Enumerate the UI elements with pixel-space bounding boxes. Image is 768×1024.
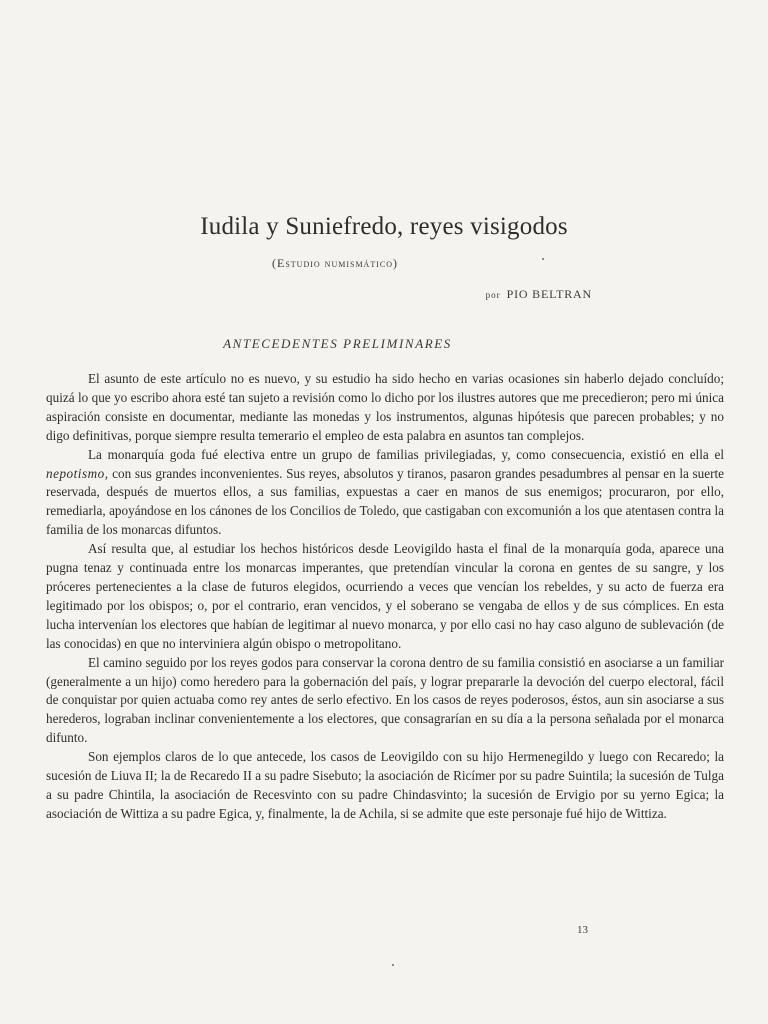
section-heading: ANTECEDENTES PRELIMINARES (223, 336, 452, 351)
subtitle-text: Estudio numismático (277, 256, 393, 270)
paragraph-3: Así resulta que, al estudiar los hechos históricos desde Leovigildo hasta el final de la monarquía goda, aparece una pugna tenaz y continuada entre los monarcas imperantes, que pretendían vincular la corona en gentes de su sangre, y los próceres pertenecientes a la clase de futuros elegidos, ocurriendo a veces que vencían los rebeldes, y su acto de fuerza era legitimado por los obispos; o, por el contrario, eran vencidos, y el soberano se vengaba de ellos y de sus cómplices. En esta lucha intervenían los electores que habían de legitimar al nuevo monarca, y por ello casi no hay caso alguno de sublevación (de las conocidas) en que no interviniera algún obispo o metropolitano. (46, 541, 724, 651)
author-prefix: por (485, 290, 501, 300)
page-number: 13 (577, 924, 588, 936)
paragraph-5: Son ejemplos claros de lo que antecede, los casos de Leovigildo con su hijo Hermenegildo y luego con Recaredo; la sucesión de Liuva II; la de Recaredo II a su padre Sisebuto; la asociación de Ricímer por su padre Suintila; la sucesión de Tulga a su padre Chintila, la asociación de Recesvinto con su padre Chindasvinto; la sucesión de Ervigio por su yerno Egica; la asociación de Wittiza a su padre Egica, y, finalmente, la de Achila, si se admite que este personaje fué hijo de Wittiza. (46, 749, 724, 821)
subtitle-open-paren: ( (272, 256, 277, 270)
print-speck (392, 964, 394, 966)
paragraph-1: El asunto de este artículo no es nuevo, y su estudio ha sido hecho en varias ocasiones sin haberlo dejado concluído; quizá lo que yo escribo ahora esté tan sujeto a revisión como lo dicho por los ilustres autores que me precedieron; pero mi única aspiración consiste en documentar, mediante las monedas y los instrumentos, algunas hipótesis que parecen probables; y no digo definitivas, porque siempre resulta temerario el empleo de esta palabra en asuntos tan complejos. (46, 371, 724, 443)
subtitle-close-paren: ) (393, 256, 398, 270)
article-subtitle (0, 256, 670, 271)
paragraph-2-rest: con sus grandes inconvenientes. Sus reyes, absolutos y tiranos, pasaron grandes pesadumbres al pensar en la suerte reservada, después de muertos ellos, a sus familias, expuestas a caer en manos de sus enemigos; procuraron, por ello, remediarla, apoyándose en los cánones de los Concilios de Toledo, que castigaban con excomunión a los que atentasen contra la familia de los monarcas difuntos. (46, 465, 724, 538)
paragraph-2-italic: nepotismo, (46, 465, 109, 481)
print-speck (542, 258, 544, 260)
author-name: PIO BELTRAN (506, 287, 592, 301)
article-body (46, 370, 724, 824)
paragraph-2 (46, 446, 724, 541)
article-title: Iudila y Suniefredo, reyes visigodos (200, 213, 568, 240)
author-line (486, 287, 592, 302)
paragraph-2-start: La monarquía goda fué electiva entre un grupo de familias privilegiadas, y, como consecuencia, existió en ella el (88, 446, 724, 462)
paragraph-4: El camino seguido por los reyes godos para conservar la corona dentro de su familia consistió en asociarse a un familiar (generalmente a un hijo) como heredero para la gobernación del país, y lograr prepararle la devoción del cuerpo electoral, fácil de conquistar por quien actuaba como rey antes de serlo efectivo. En los casos de reyes poderosos, éstos, aun sin asociarse a sus herederos, lograban inclinar convenientemente a los electores, que consagrarían en su día a la persona señalada por el monarca difunto. (46, 654, 724, 746)
